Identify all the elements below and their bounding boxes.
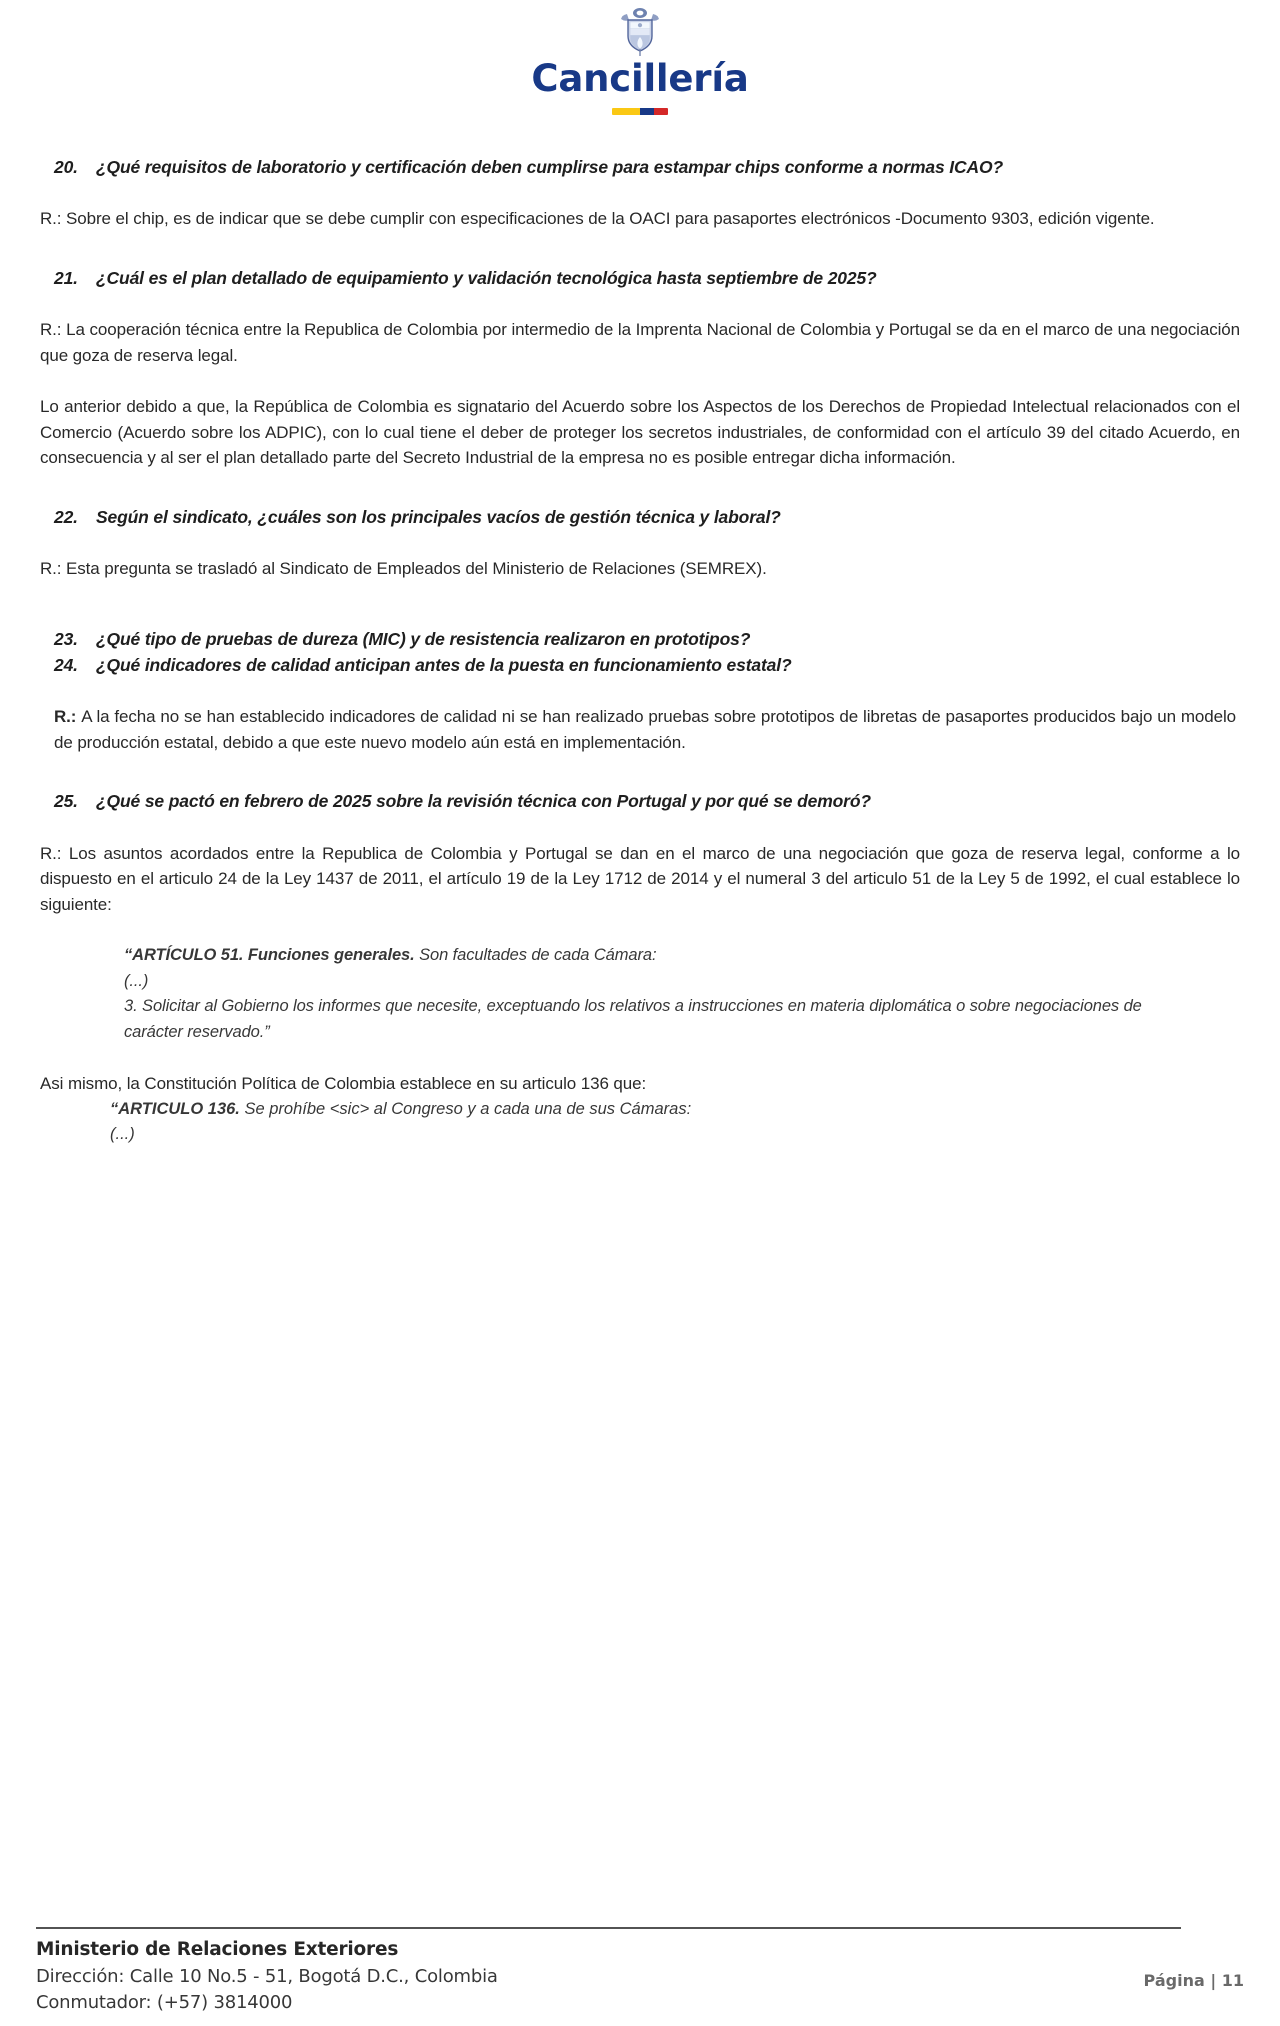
document-body — [36, 155, 1244, 1148]
colombia-coat-of-arms-icon — [617, 6, 663, 58]
question-20-number: 20. — [54, 156, 78, 177]
question-21-number: 21. — [54, 267, 78, 288]
document-header — [36, 0, 1244, 115]
question-20 — [40, 155, 1240, 180]
question-24-number: 24. — [54, 654, 78, 675]
quote-51-ellipsis: (...) — [124, 971, 149, 990]
intro-articulo-136: Asi mismo, la Constitución Política de Colombia establece en su articulo 136 que: — [40, 1074, 647, 1094]
footer-address: Dirección: Calle 10 No.5 - 51, Bogotá D.C., Colombia — [36, 1965, 498, 1987]
question-22 — [40, 505, 1240, 530]
question-20-text: ¿Qué requisitos de laboratorio y certificación deben cumplirse para estampar chips conforme a normas ICAO? — [96, 156, 1003, 177]
answer-24-text: A la fecha no se han establecido indicadores de calidad ni se han realizado pruebas sobre prototipos de libretas de pasaportes producidos bajo un modelo de producción estatal, debido a que este nuevo modelo aún está en implementación. — [54, 707, 1236, 752]
question-21-text: ¿Cuál es el plan detallado de equipamiento y validación tecnológica hasta septiembre de 2025? — [96, 267, 877, 288]
question-23-text: ¿Qué tipo de pruebas de dureza (MIC) y de resistencia realizaron en prototipos? — [96, 629, 751, 650]
footer-contact-block — [36, 1937, 498, 2016]
answer-25: R.: Los asuntos acordados entre la Republica de Colombia y Portugal se dan en el marco de una negociación que goza de reserva legal, conforme a lo dispuesto en el articulo 24 de la Ley 1437 de 2011, el artículo 19 de la Ley 1712 de 2014 y el numeral 3 del articulo 51 de la Ley 5 de 1992, el cual establece lo siguiente: — [40, 843, 1240, 914]
question-23-number: 23. — [54, 629, 78, 650]
question-25-number: 25. — [54, 791, 78, 812]
answer-22: R.: Esta pregunta se trasladó al Sindicato de Empleados del Ministerio de Relaciones (SEMREX). — [40, 558, 767, 578]
brand-title: Cancillería — [531, 57, 749, 100]
question-24 — [40, 653, 1240, 678]
quote-articulo-136 — [40, 1097, 1240, 1148]
document-footer — [36, 1927, 1254, 2016]
footer-divider — [36, 1927, 1181, 1929]
quote-136-heading-line — [110, 1097, 1200, 1123]
answer-21-paragraph-1: R.: La cooperación técnica entre la Republica de Colombia por intermedio de la Imprenta Nacional de Colombia y Portugal se da en el marco de una negociación que goza de reserva legal. — [40, 320, 1240, 365]
answer-24-prefix: R.: — [54, 707, 82, 727]
footer-phone: Conmutador: (+57) 3814000 — [36, 1991, 293, 2013]
question-24-text: ¿Qué indicadores de calidad anticipan antes de la puesta en funcionamiento estatal? — [96, 654, 792, 675]
quote-136-heading: “ARTICULO 136. — [110, 1099, 240, 1118]
quote-51-heading: “ARTÍCULO 51. Funciones generales. — [124, 946, 415, 965]
question-22-text: Según el sindicato, ¿cuáles son los principales vacíos de gestión técnica y laboral? — [96, 506, 781, 527]
question-25-text: ¿Qué se pactó en febrero de 2025 sobre la revisión técnica con Portugal y por qué se demoró? — [96, 791, 871, 812]
question-23 — [40, 627, 1240, 652]
answer-20: R.: Sobre el chip, es de indicar que se debe cumplir con especificaciones de la OACI para pasaportes electrónicos -Documento 9303, edición vigente. — [40, 209, 1155, 229]
question-22-number: 22. — [54, 506, 78, 527]
answer-24 — [40, 704, 1240, 755]
quote-136-heading-rest: Se prohíbe <sic> al Congreso y a cada una de sus Cámaras: — [239, 1099, 692, 1118]
footer-organization: Ministerio de Relaciones Exteriores — [36, 1939, 399, 1960]
colombia-flag-bar-icon — [612, 108, 668, 115]
question-21 — [40, 266, 1240, 291]
quote-articulo-51 — [40, 943, 1240, 1045]
question-25 — [40, 789, 1240, 814]
quote-51-item-3: 3. Solicitar al Gobierno los informes que necesite, exceptuando los relativos a instrucciones en materia diplomática o sobre negociaciones de carácter reservado.” — [124, 997, 1142, 1041]
answer-21-paragraph-2: Lo anterior debido a que, la República de Colombia es signatario del Acuerdo sobre los Aspectos de los Derechos de Propiedad Intelectual relacionados con el Comercio (Acuerdo sobre los ADPIC), con lo cual tiene el deber de proteger los secretos industriales, de conformidad con el artículo 39 del citado Acuerdo, en consecuencia y al ser el plan detallado parte del Secreto Industrial de la empresa no es posible entregar dicha información. — [40, 397, 1240, 468]
page-number: Página | 11 — [1143, 1971, 1244, 1990]
quote-51-heading-line — [124, 943, 1200, 969]
quote-136-ellipsis: (...) — [110, 1125, 135, 1144]
quote-51-heading-rest: Son facultades de cada Cámara: — [414, 946, 657, 965]
